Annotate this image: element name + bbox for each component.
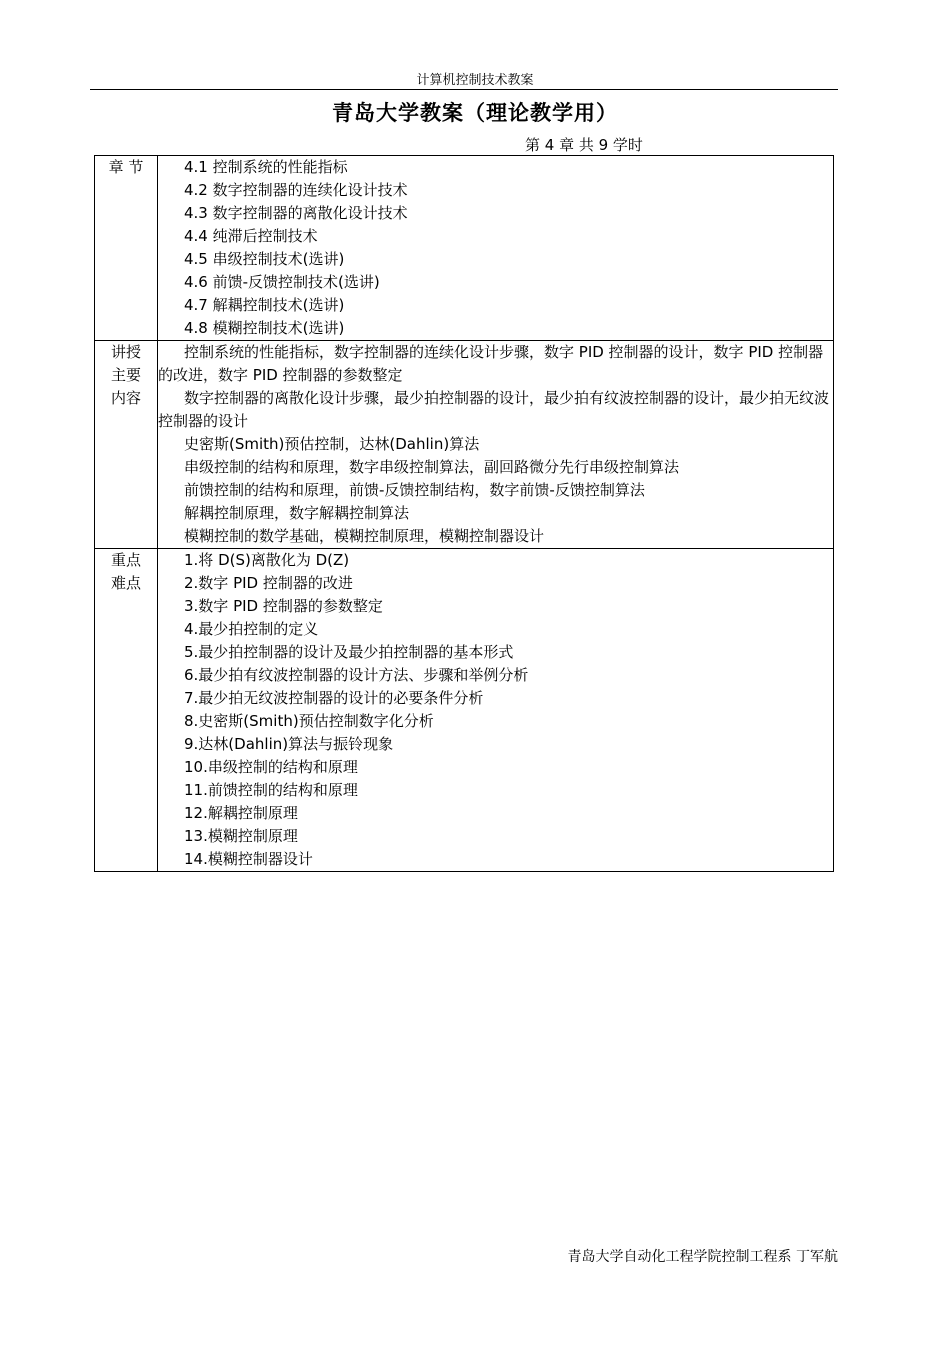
key-points-row: [95, 549, 834, 872]
running-header: 计算机控制技术教案: [416, 73, 534, 88]
content-paragraph: 前馈控制的结构和原理，前馈-反馈控制结构，数字前馈-反馈控制算法: [184, 481, 645, 499]
main-content-label: [95, 341, 158, 549]
list-item: 14.模糊控制器设计: [184, 850, 313, 868]
list-item: 5.最少拍控制器的设计及最少拍控制器的基本形式: [184, 643, 514, 661]
list-item: 1.将 D(S)离散化为 D(Z): [184, 551, 350, 569]
list-item: 10.串级控制的结构和原理: [184, 758, 358, 776]
list-item: 8.史密斯(Smith)预估控制数字化分析: [184, 712, 434, 730]
label-line: 内容: [110, 389, 141, 407]
chapters-list: [158, 156, 834, 341]
lesson-plan-table: [94, 155, 834, 872]
list-item: 12.解耦控制原理: [184, 804, 298, 822]
content-paragraph: 史密斯(Smith)预估控制，达林(Dahlin)算法: [184, 435, 480, 453]
header-divider: [90, 89, 838, 90]
label-line: 难点: [110, 574, 141, 592]
list-item: 4.1 控制系统的性能指标: [184, 158, 348, 176]
list-item: 4.4 纯滞后控制技术: [184, 227, 318, 245]
list-item: 3.数字 PID 控制器的参数整定: [184, 597, 383, 615]
content-paragraph: 解耦控制原理，数字解耦控制算法: [184, 504, 410, 522]
chapters-row: [95, 156, 834, 341]
list-item: 4.6 前馈-反馈控制技术(选讲): [184, 273, 380, 291]
list-item: 4.最少拍控制的定义: [184, 620, 319, 638]
content-paragraph: 数字控制器的离散化设计步骤，最少拍控制器的设计，最少拍有纹波控制器的设计，最少拍无纹波控制器的设计: [158, 389, 830, 430]
list-item: 7.最少拍无纹波控制器的设计的必要条件分析: [184, 689, 484, 707]
key-points-label: [95, 549, 158, 872]
content-paragraph: 控制系统的性能指标，数字控制器的连续化设计步骤，数字 PID 控制器的设计，数字 PID 控制器的改进，数字 PID 控制器的参数整定: [158, 343, 824, 384]
list-item: 4.7 解耦控制技术(选讲): [184, 296, 345, 314]
main-content-row: [95, 341, 834, 549]
list-item: 11.前馈控制的结构和原理: [184, 781, 358, 799]
label-line: 主要: [110, 366, 141, 384]
chapter-hours: 第 4 章 共 9 学时: [525, 136, 643, 154]
content-paragraph: 模糊控制的数学基础，模糊控制原理，模糊控制器设计: [184, 527, 545, 545]
key-points-list: [158, 549, 834, 872]
list-item: 4.3 数字控制器的离散化设计技术: [184, 204, 408, 222]
page-title: 青岛大学教案（理论教学用）: [332, 101, 618, 125]
list-item: 13.模糊控制原理: [184, 827, 298, 845]
footer-author: 青岛大学自动化工程学院控制工程系 丁军航: [567, 1249, 838, 1265]
label-line: 讲授: [110, 343, 141, 361]
list-item: 6.最少拍有纹波控制器的设计方法、步骤和举例分析: [184, 666, 529, 684]
label-line: 重点: [110, 551, 141, 569]
list-item: 4.2 数字控制器的连续化设计技术: [184, 181, 408, 199]
list-item: 9.达林(Dahlin)算法与振铃现象: [184, 735, 394, 753]
list-item: 2.数字 PID 控制器的改进: [184, 574, 353, 592]
main-content-text: [158, 341, 834, 549]
content-paragraph: 串级控制的结构和原理，数字串级控制算法，副回路微分先行串级控制算法: [184, 458, 680, 476]
list-item: 4.8 模糊控制技术(选讲): [184, 319, 345, 337]
chapters-label: 章 节: [95, 156, 158, 341]
list-item: 4.5 串级控制技术(选讲): [184, 250, 345, 268]
